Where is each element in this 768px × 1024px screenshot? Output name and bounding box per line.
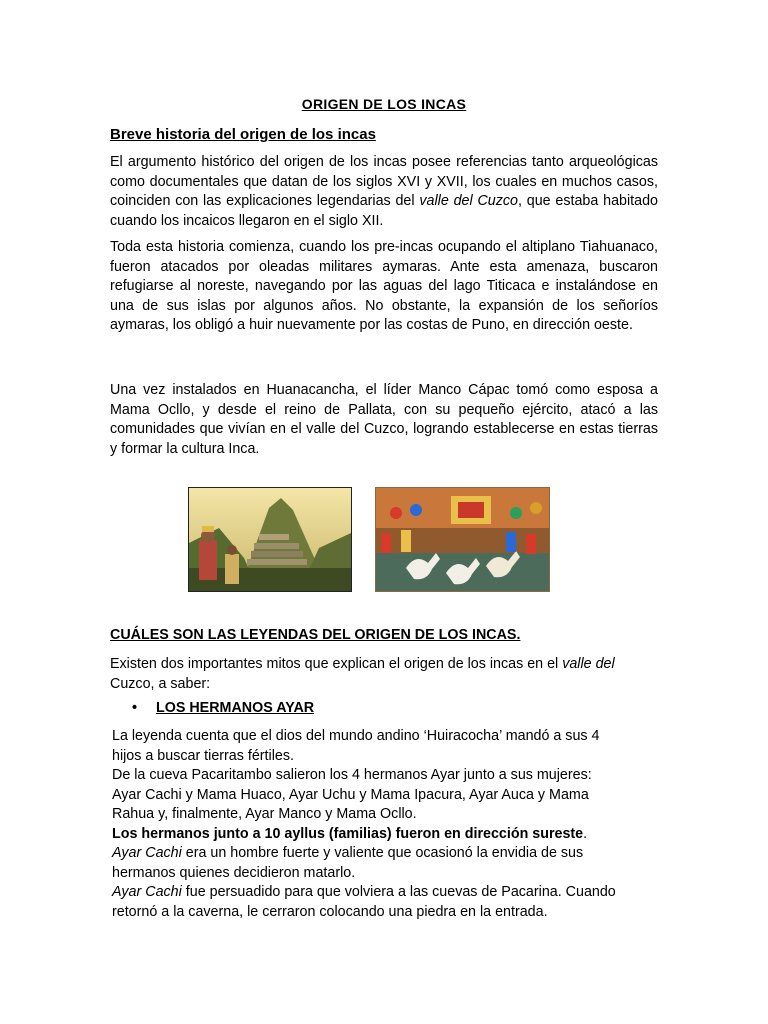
inca-procession-image	[375, 487, 550, 592]
line: retornó a la caverna, le cerraron colocando una piedra en la entrada.	[112, 903, 548, 920]
line: Ayar Cachi y Mama Huaco, Ayar Uchu y Mama Ipacura, Ayar Auca y Mama	[112, 786, 589, 803]
machu-picchu-image	[188, 487, 352, 592]
line: hijos a buscar tierras fértiles.	[112, 747, 294, 764]
section-heading-legends: CUÁLES SON LAS LEYENDAS DEL ORIGEN DE LOS INCAS.	[110, 627, 521, 643]
paragraph-myths-text: Existen dos importantes mitos que explican el origen de los incas en el	[110, 656, 563, 672]
line: Rahua y, finalmente, Ayar Manco y Mama Ocllo.	[112, 806, 417, 822]
line-end: .	[583, 825, 588, 842]
paragraph-intro-end: , que estaba habitado cuando los incaicos llegaron en el siglo XII.	[110, 193, 658, 229]
line	[112, 883, 660, 903]
line: La leyenda cuenta que el dios del mundo andino ‘Huiracocha’ mandó a sus 4	[112, 728, 600, 744]
paragraph-myths-italic: valle del	[562, 656, 615, 672]
bold-text: Los hermanos junto a 10 ayllus (familias) fueron en dirección sureste	[112, 825, 584, 842]
line-text: era un hombre fuerte y valiente que ocasionó la envidia de sus	[181, 845, 584, 861]
paragraph-intro-text: El argumento histórico del origen de los incas posee referencias tanto arqueológicas como documentales que datan de los siglos XVI y XVII, los cuales en muchos casos, coinciden con las explicaciones legendarias del	[110, 154, 658, 209]
bullet-dot: •	[132, 700, 138, 716]
line-bold	[112, 825, 660, 845]
italic-name: Ayar Cachi	[112, 845, 182, 861]
paragraph-intro	[110, 153, 658, 231]
italic-name: Ayar Cachi	[112, 884, 182, 900]
paragraph-intro-italic: valle del Cuzco	[419, 193, 518, 209]
machu-picchu-illustration	[189, 488, 351, 591]
page-title: ORIGEN DE LOS INCAS	[301, 96, 467, 112]
bullet-hermanos-ayar	[132, 700, 314, 716]
inca-procession-illustration	[376, 488, 549, 591]
paragraph-ayar-legend	[112, 727, 660, 922]
paragraph-manco-capac: Una vez instalados en Huanacancha, el líder Manco Cápac tomó como esposa a Mama Ocllo, y desde el reino de Pallata, con su pequeño ejército, atacó a las comunidades que vivían en el valle del Cuzco, logrando establecerse en estas tierras y formar la cultura Inca.	[110, 382, 658, 457]
paragraph-history: Toda esta historia comienza, cuando los pre-incas ocupando el altiplano Tiahuanaco, fueron atacados por oleadas militares aymaras. Ante esta amenaza, buscaron refugiarse al noreste, navegando por las aguas del lago Titicaca e instalándose en una de sus islas por algunos años. No obstante, la expansión de los señoríos aymaras, los obligó a huir nuevamente por las costas de Puno, en dirección oeste.	[110, 239, 658, 333]
section-heading-history: Breve historia del origen de los incas	[110, 126, 376, 143]
paragraph-myths-end: , a saber:	[150, 675, 211, 692]
line: De la cueva Pacaritambo salieron los 4 hermanos Ayar junto a sus mujeres:	[112, 767, 592, 783]
line	[112, 844, 660, 864]
bullet-label: LOS HERMANOS AYAR	[156, 700, 315, 716]
paragraph-myths-line2: Cuzco	[110, 675, 151, 692]
paragraph-myths	[110, 655, 658, 694]
line: hermanos quienes decidieron matarlo.	[112, 864, 356, 881]
line-text: fue persuadido para que volviera a las cuevas de Pacarina. Cuando	[181, 884, 616, 900]
